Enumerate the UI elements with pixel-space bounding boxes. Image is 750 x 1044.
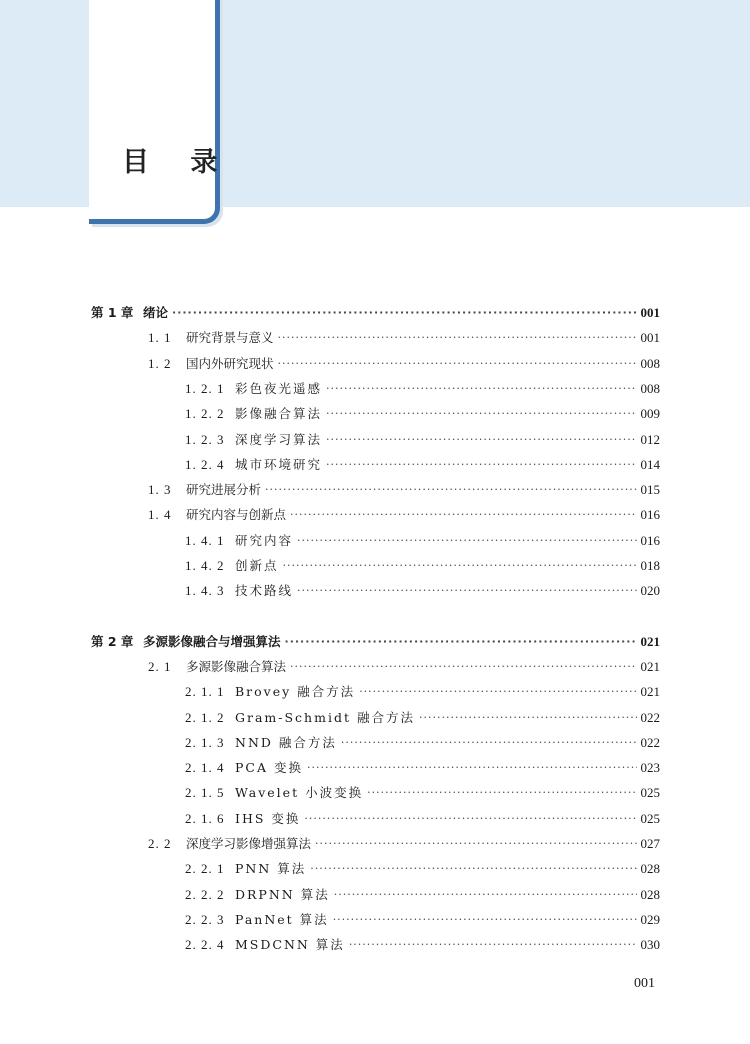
toc-leader-dots (290, 502, 636, 527)
toc-leader-dots (349, 932, 637, 957)
toc-entry-number: 1. 2. 4 (185, 456, 225, 472)
toc-leader-dots (333, 907, 637, 932)
toc-leader-dots (278, 351, 637, 376)
toc-entry-number: 2. 1. 5 (185, 785, 225, 801)
toc-entry[interactable] (185, 427, 660, 452)
toc-entry[interactable] (185, 705, 660, 730)
toc-entry[interactable] (148, 325, 660, 350)
toc-entry[interactable] (185, 730, 660, 755)
toc-entry-title: 彩色夜光遥感 (235, 380, 323, 396)
toc-entry-page: 030 (640, 937, 660, 953)
toc-entry[interactable] (148, 477, 660, 502)
toc-entry[interactable] (185, 882, 660, 907)
toc-entry-number: 2. 1. 1 (185, 684, 225, 700)
toc-entry[interactable] (185, 452, 660, 477)
toc-leader-dots (297, 578, 636, 603)
toc-entry-page: 029 (640, 911, 660, 927)
toc-entry-title: PCA 变换 (235, 760, 303, 776)
toc-entry[interactable] (185, 856, 660, 881)
toc-leader-dots (307, 755, 637, 780)
toc-entry-number: 1. 4. 3 (185, 583, 225, 599)
toc-leader-dots (297, 528, 636, 553)
toc-leader-dots (310, 856, 636, 881)
title-tab (89, 0, 220, 224)
toc-entry[interactable] (185, 679, 660, 704)
toc-leader-dots (172, 300, 636, 325)
toc-entry-title: Brovey 融合方法 (235, 684, 356, 700)
toc-entry-title: MSDCNN 算法 (235, 937, 345, 953)
toc-leader-dots (265, 477, 636, 502)
toc-entry-title: 多源影像融合算法 (186, 658, 287, 674)
toc-entry-page: 021 (640, 684, 660, 700)
toc-entry-title: 绪论 (143, 305, 169, 320)
toc-entry-number: 1. 2. 3 (185, 431, 225, 447)
page-title: 目 录 (122, 147, 234, 178)
toc-entry[interactable] (148, 351, 660, 376)
toc-entry[interactable] (185, 578, 660, 603)
toc-entry-number: 2. 1. 6 (185, 810, 225, 826)
toc-entry-title: Gram-Schmidt 融合方法 (235, 709, 415, 725)
toc-entry-page: 022 (640, 709, 660, 725)
toc-entry-title: 研究进展分析 (186, 482, 262, 498)
toc-entry-page: 015 (640, 482, 660, 498)
toc-entry[interactable] (91, 629, 660, 654)
toc-entry-page: 020 (640, 583, 660, 599)
toc-entry[interactable] (91, 300, 660, 325)
toc-entry-page: 008 (640, 380, 660, 396)
toc-leader-dots (315, 831, 636, 856)
toc-entry-number: 2. 2. 4 (185, 937, 225, 953)
toc-entry-number: 2. 1. 2 (185, 709, 225, 725)
toc-entry-number: 1. 4. 1 (185, 532, 225, 548)
toc-entry-title: Wavelet 小波变换 (235, 785, 364, 801)
toc-entry-number: 1. 2 (148, 355, 172, 371)
toc-entry-number: 2. 1. 3 (185, 734, 225, 750)
toc-entry-page: 001 (640, 330, 660, 346)
toc-entry-title: 研究背景与意义 (186, 330, 274, 346)
toc-entry-page: 025 (640, 810, 660, 826)
toc-leader-dots (326, 452, 636, 477)
toc-leader-dots (334, 882, 637, 907)
toc-entry-page: 018 (640, 558, 660, 573)
toc-leader-dots (326, 376, 636, 401)
toc-leader-dots (283, 553, 637, 578)
toc-entry[interactable] (185, 755, 660, 780)
toc-entry-page: 022 (640, 734, 660, 750)
toc-entry-title: 研究内容 (235, 532, 294, 548)
page-number: 001 (634, 976, 655, 991)
toc-entry-title: IHS 变换 (235, 810, 301, 826)
toc-entry[interactable] (185, 932, 660, 957)
toc-entry[interactable] (185, 806, 660, 831)
toc-entry-page: 028 (640, 861, 660, 877)
toc-entry-title: 深度学习影像增强算法 (186, 836, 312, 851)
toc-entry-page: 025 (640, 785, 660, 801)
toc-entry-number: 2. 2. 1 (185, 861, 225, 877)
toc-entry-page: 016 (640, 507, 660, 523)
toc-leader-dots (359, 679, 636, 704)
toc-entry-title: 国内外研究现状 (186, 355, 274, 371)
toc-entry-title: 城市环境研究 (235, 456, 323, 472)
toc-entry-title: DRPNN 算法 (235, 886, 330, 902)
toc-entry-title: PanNet 算法 (235, 911, 329, 927)
toc-entry-number: 1. 3 (148, 482, 172, 498)
toc-entry-title: 多源影像融合与增强算法 (143, 633, 281, 649)
toc-entry-page: 021 (640, 633, 660, 649)
toc-leader-dots (304, 806, 636, 831)
toc-entry[interactable] (185, 376, 660, 401)
toc-leader-dots (285, 629, 637, 654)
toc-entry-number: 2. 1 (148, 658, 172, 674)
toc-entry[interactable] (185, 780, 660, 805)
toc-entry-page: 008 (640, 355, 660, 371)
toc-entry-number: 1. 4 (148, 507, 172, 523)
toc-entry-page: 012 (640, 431, 660, 447)
toc-entry-page: 014 (640, 456, 660, 472)
toc-entry-page: 001 (640, 305, 660, 320)
toc-entry-title: PNN 算法 (235, 861, 307, 877)
toc-leader-dots (326, 427, 636, 452)
toc-entry-number: 第 1 章 (91, 305, 134, 320)
toc-entry-title: 影像融合算法 (235, 406, 323, 422)
toc-entry-title: 创新点 (235, 558, 279, 573)
toc-entry[interactable] (148, 831, 660, 856)
toc-entry-number: 2. 2 (148, 836, 172, 851)
toc-leader-dots (341, 730, 637, 755)
toc-leader-dots (326, 401, 636, 426)
toc-entry-number: 2. 1. 4 (185, 760, 225, 776)
toc-entry-title: 研究内容与创新点 (186, 507, 287, 523)
toc-entry-page: 028 (640, 886, 660, 902)
toc-entry-page: 027 (640, 836, 660, 851)
toc-entry-number: 1. 1 (148, 330, 172, 346)
toc-entry-title: 深度学习算法 (235, 431, 323, 447)
toc-entry-number: 2. 2. 2 (185, 886, 225, 902)
toc-leader-dots (290, 654, 636, 679)
toc-entry[interactable] (185, 907, 660, 932)
toc-entry[interactable] (185, 528, 660, 553)
toc-entry-number: 1. 4. 2 (185, 558, 225, 573)
toc-entry-number: 第 2 章 (91, 633, 134, 649)
toc-entry-number: 1. 2. 1 (185, 380, 225, 396)
toc-entry-number: 1. 2. 2 (185, 406, 225, 422)
toc-entry[interactable] (185, 401, 660, 426)
toc-leader-dots (419, 705, 637, 730)
toc-entry-page: 009 (640, 406, 660, 422)
toc-entry[interactable] (185, 553, 660, 578)
toc-entry-title: NND 融合方法 (235, 734, 337, 750)
toc-entry[interactable] (148, 502, 660, 527)
toc-entry-number: 2. 2. 3 (185, 911, 225, 927)
toc-entry-page: 021 (640, 658, 660, 674)
toc-entry-page: 023 (640, 760, 660, 776)
toc-leader-dots (367, 780, 636, 805)
toc-entry-page: 016 (640, 532, 660, 548)
toc-leader-dots (278, 325, 637, 350)
toc-entry-title: 技术路线 (235, 583, 294, 599)
toc-entry[interactable] (148, 654, 660, 679)
